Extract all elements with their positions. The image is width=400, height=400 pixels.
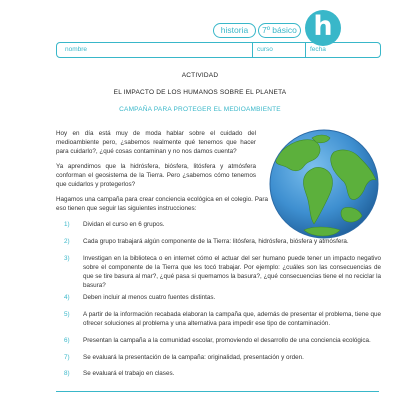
date-label: fecha	[310, 46, 326, 53]
intro-paragraph-1: Hoy en día está muy de moda hablar sobre el cuidado del medioambiente pero, ¿sabemos realmente qué tenemos que hacer para cuidarlo?, ¿qué cosas contaminan y no nos damos cuenta?	[56, 130, 256, 155]
student-info-bar	[56, 42, 381, 58]
instruction-number: 3)	[64, 255, 70, 262]
instruction-text: Cada grupo trabajará algún componente de la Tierra: litósfera, hidrósfera, biósfera y atmósfera.	[83, 238, 349, 245]
name-label: nombre	[65, 46, 88, 53]
activity-heading: ACTIVIDAD	[181, 72, 219, 79]
instruction-text: Dividan el curso en 6 grupos.	[83, 221, 165, 228]
instruction-number: 4)	[64, 294, 70, 301]
instruction-text: Deben incluir al menos cuatro fuentes distintas.	[83, 294, 216, 301]
footer-divider	[56, 391, 379, 392]
intro-paragraph-2: Ya aprendimos que la hidrósfera, biósfera, litósfera y atmósfera conforman el geosistema de la Tierra. Pero ¿sabemos cómo tenemos que cuidarlos y protegerlos?	[56, 163, 256, 188]
divider	[305, 43, 306, 57]
instruction-text: Se evaluará el trabajo en clases.	[83, 370, 175, 377]
instruction-number: 5)	[64, 311, 70, 318]
course-label: curso	[257, 46, 273, 53]
instruction-number: 6)	[64, 337, 70, 344]
instruction-text: Se evaluará la presentación de la campaña: originalidad, presentación y orden.	[83, 354, 304, 361]
instruction-text: Presentan la campaña a la comunidad escolar, promoviendo el desarrollo de una conciencia ecológica.	[83, 337, 371, 344]
divider	[252, 43, 253, 57]
page-title: EL IMPACTO DE LOS HUMANOS SOBRE EL PLANETA	[113, 89, 287, 96]
intro-paragraph-3: Hagamos una campaña para crear conciencia ecológica en el colegio. Para eso tienen que seguir las siguientes instrucciones:	[56, 196, 268, 212]
instruction-number: 1)	[64, 221, 70, 228]
instruction-text: A partir de la información recabada elaboran la campaña que, además de presentar el problema, tiene que ofrecer soluciones al problema y una alternativa para impedir ese tipo de contaminación.	[83, 311, 381, 327]
page-subtitle: CAMPAÑA PARA PROTEGER EL MEDIOAMBIENTE	[119, 106, 281, 113]
grade-pill: 7º básico	[258, 23, 301, 38]
instruction-number: 2)	[64, 238, 70, 245]
subject-pill: historia	[213, 23, 256, 38]
logo: h	[305, 10, 341, 46]
instruction-number: 8)	[64, 370, 70, 377]
instruction-text: Investigan en la biblioteca o en internet cómo el actuar del ser humano puede tener un impacto negativo sobre el componente de la Tierra que les tocó trabajar. Por ejemplo: ¿cuáles son las consecuencias de que se tire basura al mar?, ¿qué pasa si quemamos la basura?, ¿qué consecuencias tiene el no reciclar la basura?	[83, 255, 381, 289]
instruction-number: 7)	[64, 354, 70, 361]
